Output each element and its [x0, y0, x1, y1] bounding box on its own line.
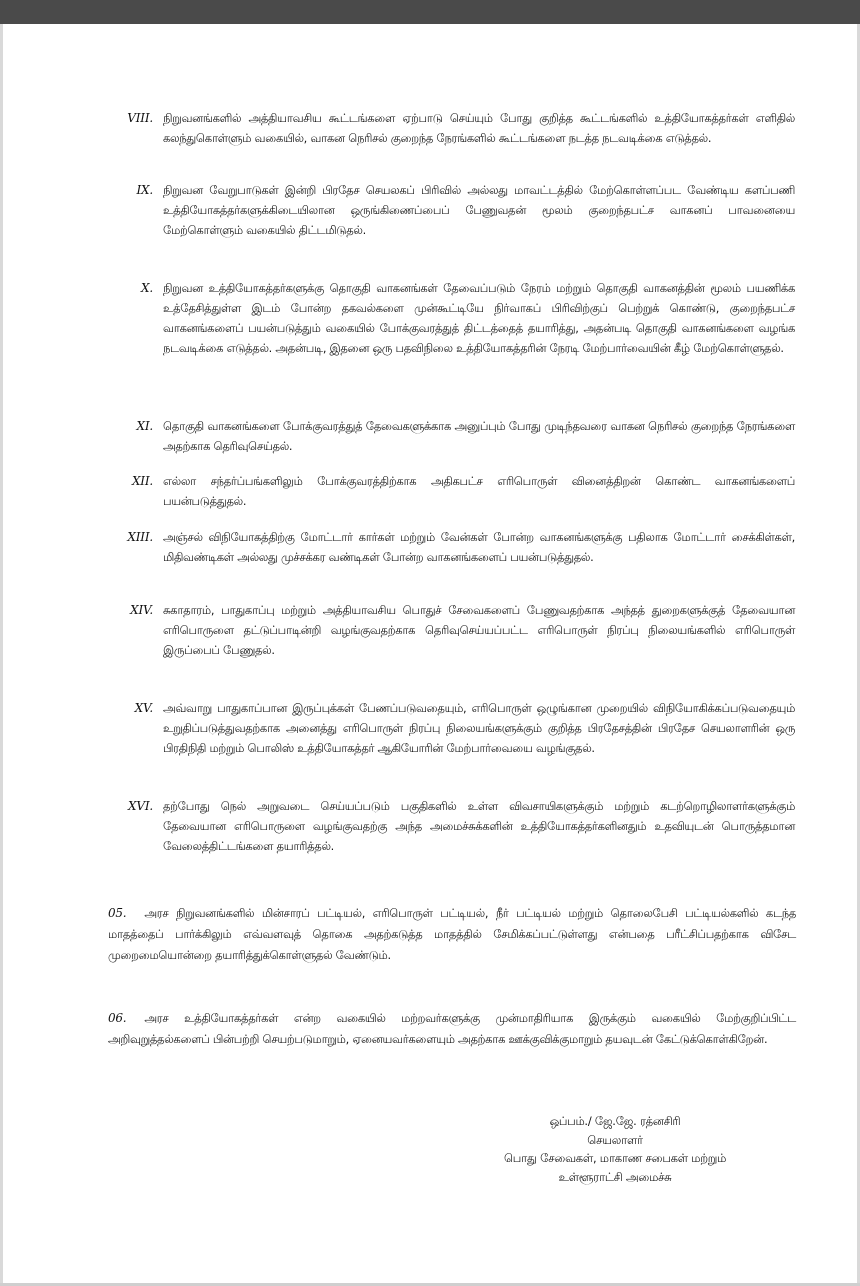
paragraph-number: 06.: [108, 1011, 127, 1025]
paragraph-text: அரச நிறுவனங்களில் மின்சாரப் பட்டியல், எரிபொருள் பட்டியல், நீர் பட்டியல் மற்றும் தொலைபேசி பட்டியல்களில் கடந்த மாதத்தைப் பார்க்கிலும் எவ்வளவுத் தொகை அதற்கடுத்த மாதத்தில் சேமிக்கப்பட்டுள்ளது என்பதை பரீட்சிப்பதற்காக விசேட முறைமையொன்றை தயாரித்துக்கொள்ளுதல் வேண்டும்.: [108, 906, 796, 962]
list-item-numeral: XIV.: [130, 603, 153, 617]
list-item-numeral: VIII.: [127, 111, 153, 125]
paragraph-number: 05.: [108, 906, 127, 920]
list-item-numeral: XII.: [131, 474, 153, 488]
list-item-text: எல்லா சந்தர்ப்பங்களிலும் போக்குவரத்திற்காக அதிகபட்ச எரிபொருள் வினைத்திறன் கொண்ட வாகனங்களைப் பயன்படுத்துதல்.: [163, 474, 795, 508]
list-item-numeral: X.: [141, 281, 153, 295]
list-item-text: தற்போது நெல் அறுவடை செய்யப்படும் பகுதிகளில் உள்ள விவசாயிகளுக்கும் மற்றும் கடற்றொழிலாளர்களுக்கும் தேவையான எரிபொருளை வழங்குவதற்கு அந்த அமைச்சுக்களின் உத்தியோகத்தர்களினதும் உதவியுடன் பொருத்தமான வேலைத்திட்டங்களை தயாரித்தல்.: [163, 799, 795, 853]
list-item-numeral: XI.: [136, 419, 153, 433]
list-item-text: நிறுவன வேறுபாடுகள் இன்றி பிரதேச செயலகப் பிரிவில் அல்லது மாவட்டத்தில் மேற்கொள்ளப்பட வேண்டிய களப்பணி உத்தியோகத்தர்களுக்கிடையிலான ஒருங்கிணைப்பைப் பேணுவதன் மூலம் குறைந்தபட்ச வாகனப் பாவனையை மேற்கொள்ளும் வகையில் திட்டமிடுதல்.: [163, 183, 795, 237]
list-item-text: அவ்வாறு பாதுகாப்பான இருப்புக்கள் பேணப்படுவதையும், எரிபொருள் ஒழுங்கான முறையில் விநியோகிக்கப்படுவதையும் உறுதிப்படுத்துவதற்காக அனைத்து எரிபொருள் நிரப்பு நிலையங்களுக்கும் குறித்த பிரதேசத்தின் பிரதேச செயலாளரின் ஒரு பிரதிநிதி மற்றும் பொலிஸ் உத்தியோகத்தர் ஆகியோரின் மேற்பார்வையை வழங்குதல்.: [163, 701, 795, 755]
list-item-numeral: XIII.: [127, 530, 153, 544]
ministry-line-1: பொது சேவைகள், மாகாண சபைகள் மற்றும்: [503, 1151, 727, 1165]
list-item-text: அஞ்சல் விநியோகத்திற்கு மோட்டார் கார்கள் மற்றும் வேன்கள் போன்ற வாகனங்களுக்கு பதிலாக மோட்டார் சைக்கிள்கள், மிதிவண்டிகள் அல்லது முச்சக்கர வண்டிகள் போன்ற வாகனங்களைப் பயன்படுத்துதல்.: [163, 530, 795, 564]
paragraph-06: [108, 1008, 796, 1050]
ministry-line-2: உள்ளூராட்சி அமைச்சு: [558, 1169, 672, 1184]
list-item-text: நிறுவனங்களில் அத்தியாவசிய கூட்டங்களை ஏற்பாடு செய்யும் போது குறித்த கூட்டங்களில் உத்தியோகத்தர்கள் எளிதில் கலந்துகொள்ளும் வகையில், வாகன நெரிசல் குறைந்த நேரங்களில் கூட்டங்களை நடத்த நடவடிக்கை எடுத்தல்.: [163, 111, 795, 145]
paragraph-text: அரச உத்தியோகத்தர்கள் என்ற வகையில் மற்றவர்களுக்கு முன்மாதிரியாக இருக்கும் வகையில் மேற்குறிப்பிட்ட அறிவுறுத்தல்களைப் பின்பற்றி செயற்படுமாறும், ஏனையவர்களையும் அதற்காக ஊக்குவிக்குமாறும் தயவுடன் கேட்டுக்கொள்கிறேன்.: [108, 1011, 796, 1046]
signature-block: [455, 1112, 775, 1186]
list-item-text: தொகுதி வாகனங்களை போக்குவரத்துத் தேவைகளுக்காக அனுப்பும் போது முடிந்தவரை வாகன நெரிசல் குறைந்த நேரங்களை அதற்காக தெரிவுசெய்தல்.: [163, 419, 795, 453]
signatory-title: செயலாளர்: [587, 1132, 643, 1147]
list-item-numeral: IX.: [136, 183, 153, 197]
list-item-numeral: XVI.: [128, 799, 153, 813]
signed-by: ஒப்பம்./ ஜே.ஜே. ரத்னசிரி: [549, 1114, 681, 1128]
list-item-text: சுகாதாரம், பாதுகாப்பு மற்றும் அத்தியாவசிய பொதுச் சேவைகளைப் பேணுவதற்காக அந்தத் துறைகளுக்குத் தேவையான எரிபொருளை தட்டுப்பாடின்றி வழங்குவதற்காக தெரிவுசெய்யப்பட்ட எரிபொருள் நிரப்பு நிலையங்களில் எரிபொருள் இருப்பைப் பேணுதல்.: [163, 603, 795, 657]
list-item-numeral: XV.: [134, 701, 153, 715]
paragraph-05: [108, 903, 796, 966]
list-item-text: நிறுவன உத்தியோகத்தர்களுக்கு தொகுதி வாகனங்கள் தேவைப்படும் நேரம் மற்றும் தொகுதி வாகனத்தின் மூலம் பயணிக்க உத்தேசித்துள்ள இடம் போன்ற தகவல்களை முன்கூட்டியே நிர்வாகப் பிரிவிற்குப் பெற்றுக் கொண்டு, குறைந்தபட்ச வாகனங்களைப் பயன்படுத்தும் வகையில் போக்குவரத்துத் திட்டத்தைத் தயாரித்து, அதன்படி தொகுதி வாகனங்களை வழங்க நடவடிக்கை எடுத்தல். அதன்படி, இதனை ஒரு பதவிநிலை உத்தியோகத்தரின் நேரடி மேற்பார்வையின் கீழ் மேற்கொள்ளுதல்.: [163, 281, 795, 355]
